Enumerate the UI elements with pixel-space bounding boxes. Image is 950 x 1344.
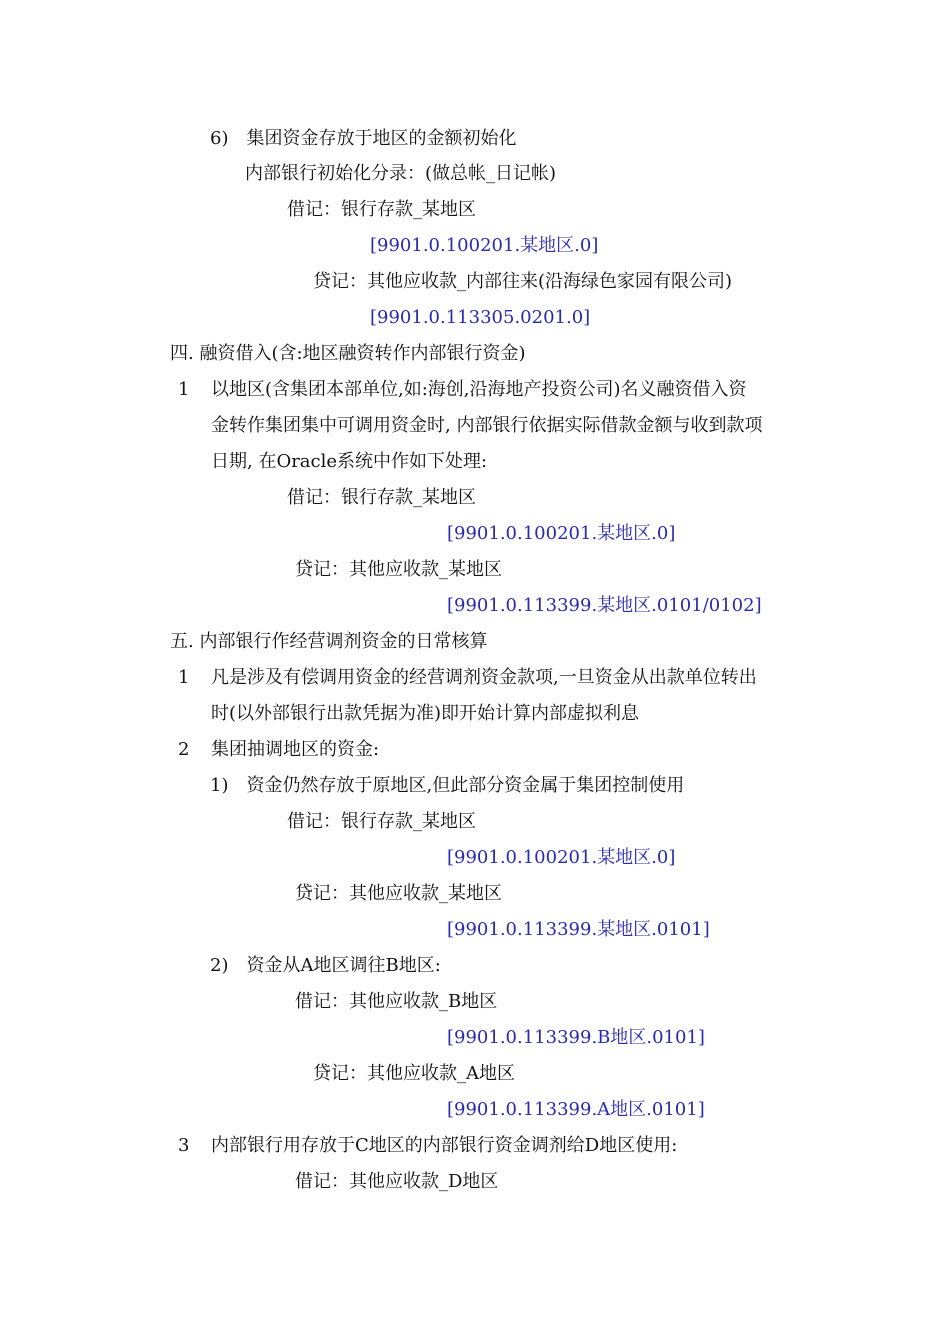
debit-line: 借记：银行存款_某地区 bbox=[287, 487, 476, 508]
account-code: [9901.0.100201.某地区.0] bbox=[447, 847, 676, 868]
item-6-heading: 6) 集团资金存放于地区的金额初始化 bbox=[210, 128, 517, 149]
credit-line: 贷记：其他应收款_某地区 bbox=[295, 883, 502, 904]
debit-line: 借记：银行存款_某地区 bbox=[287, 199, 476, 220]
list-number: 2 bbox=[178, 739, 190, 760]
paragraph-line: 日期, 在Oracle系统中作如下处理: bbox=[211, 451, 488, 472]
paragraph-line: 金转作集团集中可调用资金时, 内部银行依据实际借款金额与收到款项 bbox=[211, 415, 763, 436]
account-code: [9901.0.113399.某地区.0101/0102] bbox=[447, 595, 762, 616]
sub-item-2: 2) 资金从A地区调往B地区: bbox=[210, 955, 441, 976]
paragraph-line: 凡是涉及有偿调用资金的经营调剂资金款项,一旦资金从出款单位转出 bbox=[211, 667, 757, 688]
account-code: [9901.0.113399.A地区.0101] bbox=[447, 1099, 705, 1120]
debit-line: 借记：其他应收款_D地区 bbox=[295, 1171, 499, 1192]
account-code: [9901.0.113399.B地区.0101] bbox=[447, 1027, 705, 1048]
debit-line: 借记：银行存款_某地区 bbox=[287, 811, 476, 832]
section-heading-4: 四. 融资借入(含:地区融资转作内部银行资金) bbox=[170, 343, 526, 364]
paragraph-line: 集团抽调地区的资金: bbox=[211, 739, 380, 760]
paragraph-line: 以地区(含集团本部单位,如:海创,沿海地产投资公司)名义融资借入资 bbox=[211, 379, 747, 400]
account-code: [9901.0.100201.某地区.0] bbox=[370, 235, 599, 256]
credit-line: 贷记：其他应收款_某地区 bbox=[295, 559, 502, 580]
list-number: 1 bbox=[178, 667, 190, 688]
account-code: [9901.0.113305.0201.0] bbox=[370, 307, 591, 328]
paragraph-line: 内部银行用存放于C地区的内部银行资金调剂给D地区使用: bbox=[211, 1135, 678, 1156]
paragraph-line: 时(以外部银行出款凭据为准)即开始计算内部虚拟利息 bbox=[211, 703, 640, 724]
sub-item-1: 1) 资金仍然存放于原地区,但此部分资金属于集团控制使用 bbox=[210, 775, 685, 796]
list-number: 3 bbox=[178, 1135, 190, 1156]
debit-line: 借记：其他应收款_B地区 bbox=[295, 991, 498, 1012]
account-code: [9901.0.113399.某地区.0101] bbox=[447, 919, 710, 940]
list-number: 1 bbox=[178, 379, 190, 400]
credit-line: 贷记：其他应收款_内部往来(沿海绿色家园有限公司) bbox=[313, 271, 733, 292]
credit-line: 贷记：其他应收款_A地区 bbox=[313, 1063, 515, 1084]
account-code: [9901.0.100201.某地区.0] bbox=[447, 523, 676, 544]
entry-description: 内部银行初始化分录：(做总帐_日记帐) bbox=[245, 163, 557, 184]
section-heading-5: 五. 内部银行作经营调剂资金的日常核算 bbox=[170, 631, 488, 652]
